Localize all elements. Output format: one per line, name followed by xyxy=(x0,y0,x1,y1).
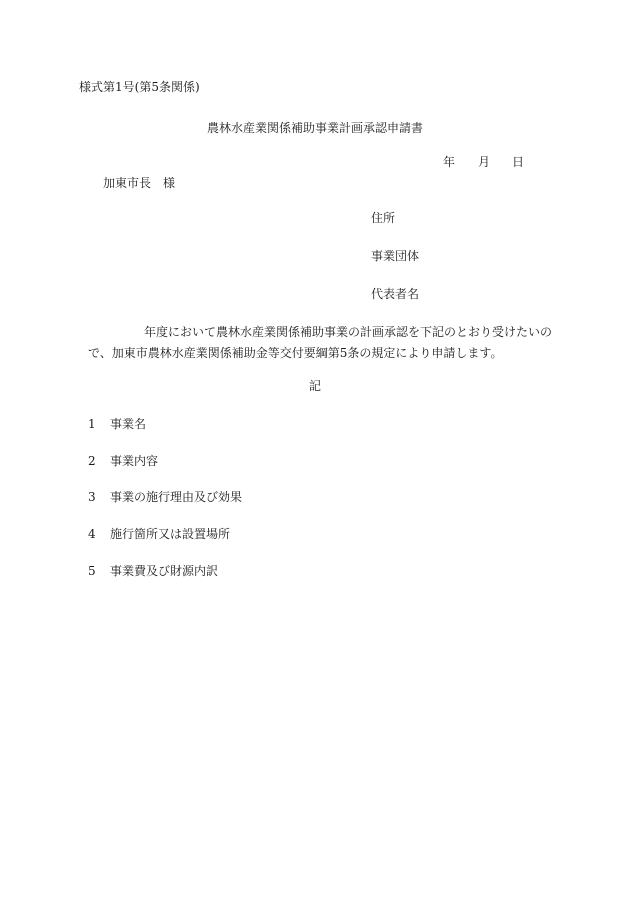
item-label: 施行箇所又は設置場所 xyxy=(110,527,231,541)
list-item xyxy=(88,565,218,577)
item-label: 事業費及び財源内訳 xyxy=(110,564,219,578)
body-line-1: 年度において農林水産業関係補助事業の計画承認を下記のとおり受けたいの xyxy=(144,325,553,339)
date-line xyxy=(0,156,630,170)
form-number-label: 様式第1号(第5条関係) xyxy=(79,80,200,94)
addressee: 加東市長 様 xyxy=(103,176,176,190)
body-line-2: で、加東市農林水産業関係補助金等交付要綱第5条の規定により申請します。 xyxy=(88,346,503,360)
list-item xyxy=(88,491,242,503)
item-number: 5 xyxy=(88,564,96,578)
list-item xyxy=(88,455,158,467)
date-month-label: 月 xyxy=(478,155,491,169)
document-title: 農林水産業関係補助事業計画承認申請書 xyxy=(206,121,423,135)
address-label: 住所 xyxy=(371,211,396,225)
date-year-label: 年 xyxy=(443,155,456,169)
item-number: 2 xyxy=(88,454,96,468)
item-number: 4 xyxy=(88,527,96,541)
representative-label: 代表者名 xyxy=(371,287,420,301)
item-label: 事業の施行理由及び効果 xyxy=(110,490,243,504)
item-number: 3 xyxy=(88,490,96,504)
date-day-label: 日 xyxy=(512,155,525,169)
ki-heading: 記 xyxy=(308,379,321,393)
item-label: 事業内容 xyxy=(110,454,159,468)
application-body xyxy=(88,322,558,364)
item-label: 事業名 xyxy=(110,417,147,431)
list-item xyxy=(88,528,230,540)
organization-label: 事業団体 xyxy=(371,249,420,263)
list-item xyxy=(88,418,146,430)
item-number: 1 xyxy=(88,417,96,431)
